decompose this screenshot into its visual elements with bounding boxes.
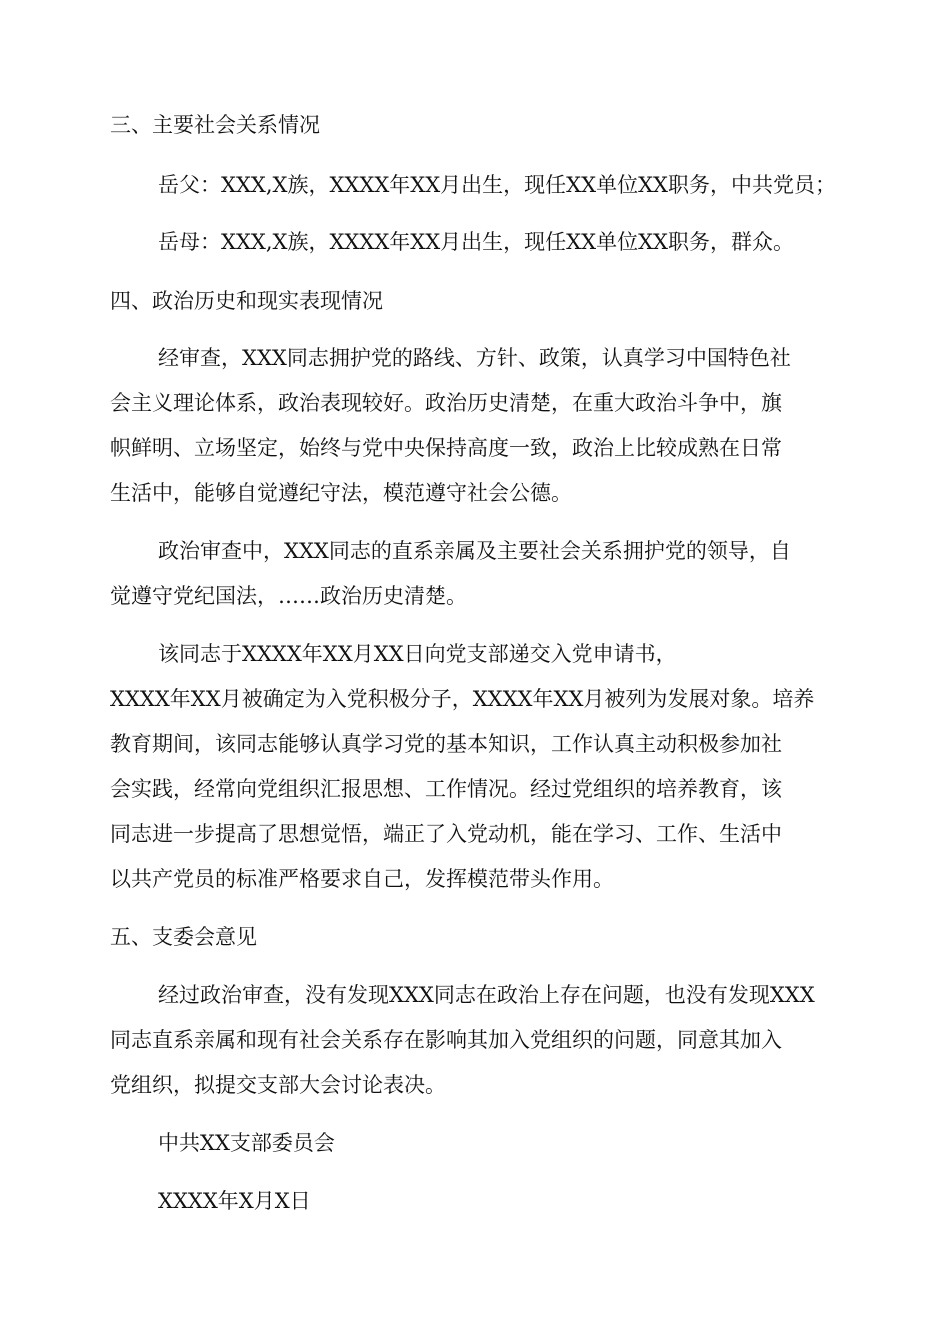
section4-para2-line: 政治审查中，XXX同志的直系亲属及主要社会关系拥护党的领导，自 bbox=[158, 539, 791, 563]
section5-para1-line: 经过政治审查，没有发现XXX同志在政治上存在问题，也没有发现XXX bbox=[158, 983, 815, 1007]
section4-para2-line: 觉遵守党纪国法，……政治历史清楚。 bbox=[110, 584, 467, 608]
section4-para3-line: 该同志于XXXX年XX月XX日向党支部递交入党申请书， bbox=[158, 642, 677, 666]
relation-mother-in-law: 岳母：XXX,X族，XXXX年XX月出生，现任XX单位XX职务，群众。 bbox=[158, 230, 794, 254]
section4-para1-line: 会主义理论体系，政治表现较好。政治历史清楚，在重大政治斗争中，旗 bbox=[110, 391, 782, 415]
section4-para3-line: 教育期间，该同志能够认真学习党的基本知识，工作认真主动积极参加社 bbox=[110, 732, 782, 756]
section4-para1-line: 经审查，XXX同志拥护党的路线、方针、政策，认真学习中国特色社 bbox=[158, 346, 791, 370]
section5-heading: 五、支委会意见 bbox=[110, 925, 257, 949]
section4-para1-line: 生活中，能够自觉遵纪守法，模范遵守社会公德。 bbox=[110, 481, 572, 505]
section4-para1-line: 帜鲜明、立场坚定，始终与党中央保持高度一致，政治上比较成熟在日常 bbox=[110, 436, 782, 460]
section4-heading: 四、政治历史和现实表现情况 bbox=[110, 289, 383, 313]
signature-date: XXXX年X月X日 bbox=[158, 1189, 311, 1213]
relation-father-in-law: 岳父：XXX,X族，XXXX年XX月出生，现任XX单位XX职务，中共党员； bbox=[158, 173, 836, 197]
section5-para1-line: 党组织，拟提交支部大会讨论表决。 bbox=[110, 1073, 446, 1097]
section4-para3-line: XXXX年XX月被确定为入党积极分子，XXXX年XX月被列为发展对象。培养 bbox=[110, 687, 815, 711]
section4-para3-line: 以共产党员的标准严格要求自己，发挥模范带头作用。 bbox=[110, 867, 614, 891]
signature-organization: 中共XX支部委员会 bbox=[158, 1131, 335, 1155]
section4-para3-line: 会实践，经常向党组织汇报思想、工作情况。经过党组织的培养教育，该 bbox=[110, 777, 782, 801]
section5-para1-line: 同志直系亲属和现有社会关系存在影响其加入党组织的问题，同意其加入 bbox=[110, 1028, 782, 1052]
section3-heading: 三、主要社会关系情况 bbox=[110, 113, 320, 137]
section4-para3-line: 同志进一步提高了思想觉悟，端正了入党动机，能在学习、工作、生活中 bbox=[110, 822, 782, 846]
